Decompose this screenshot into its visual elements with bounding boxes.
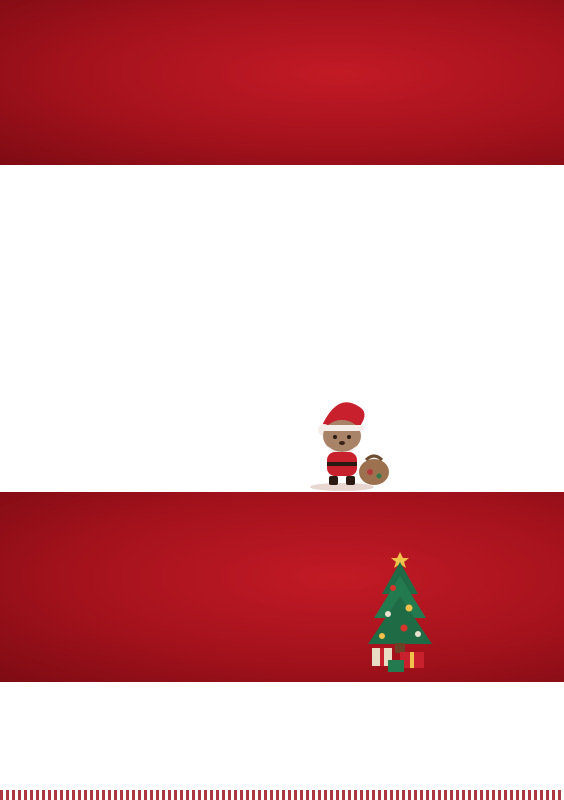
viandes-band xyxy=(0,0,564,165)
santa-bear-illustration xyxy=(300,392,395,492)
christmas-tree-illustration xyxy=(360,548,440,676)
gers-band xyxy=(0,492,564,682)
checkered-border xyxy=(0,790,564,800)
